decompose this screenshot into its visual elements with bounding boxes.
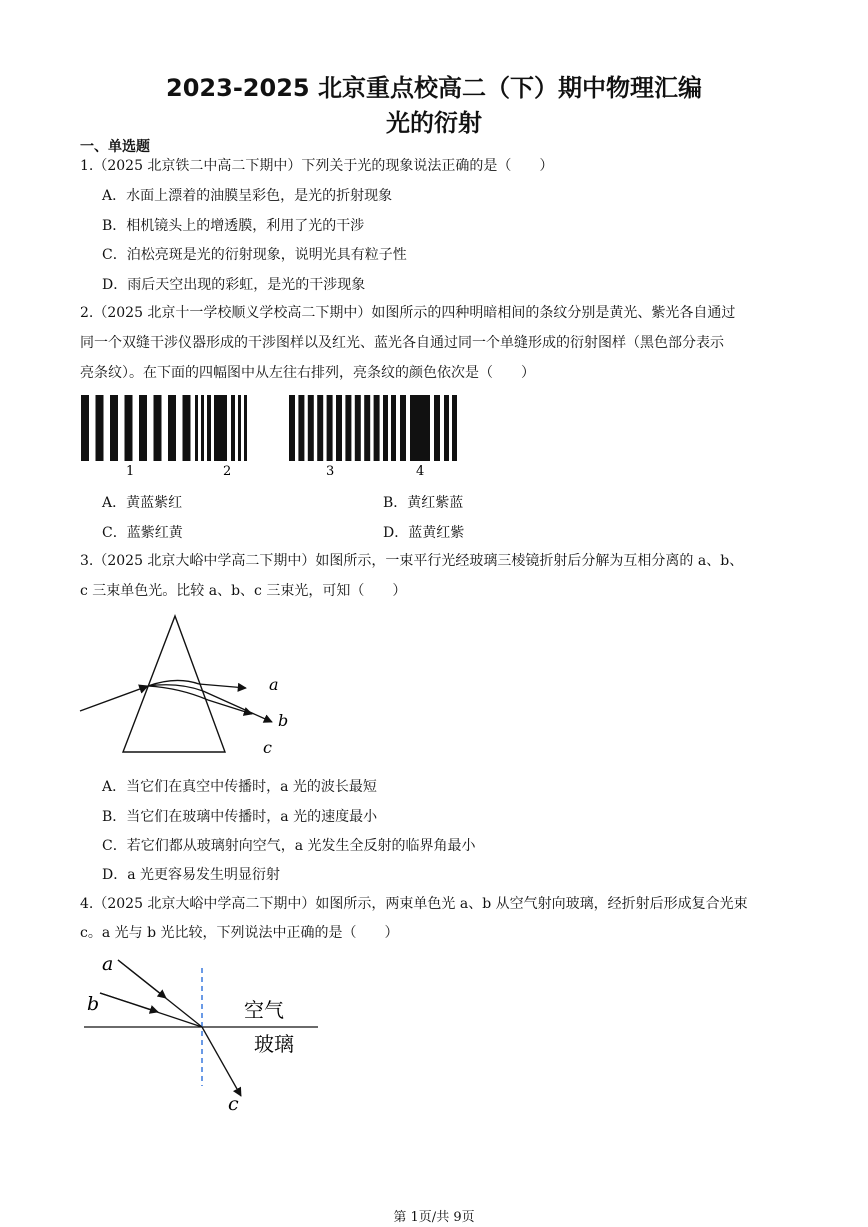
fringe-2-bar-3 bbox=[214, 395, 227, 461]
question-1-stem: 1.（2025 北京铁二中高二下期中）下列关于光的现象说法正确的是（ ） bbox=[80, 158, 554, 174]
fringe-3-bar-4 bbox=[327, 395, 333, 461]
ray-c bbox=[208, 700, 252, 714]
question-3-stem-line2: c 三束单色光。比较 a、b、c 三束光，可知（ ） bbox=[80, 583, 407, 599]
page-subtitle: 光的衍射 bbox=[386, 109, 482, 137]
prism-label-b: b bbox=[278, 711, 289, 730]
fringe-1-bar-1 bbox=[96, 395, 104, 461]
question-1-option-d: D．雨后天空出现的彩虹，是光的干涉现象 bbox=[102, 277, 366, 293]
refraction-label-a: a bbox=[102, 953, 114, 975]
question-3-option-b: B．当它们在玻璃中传播时，a 光的速度最小 bbox=[102, 809, 378, 825]
fringe-2-bar-1 bbox=[201, 395, 204, 461]
prism-figure bbox=[76, 608, 316, 764]
ray-b bbox=[203, 691, 272, 722]
fringe-2-bar-0 bbox=[195, 395, 198, 461]
fringe-3-bar-2 bbox=[308, 395, 314, 461]
refraction-label-b: b bbox=[87, 993, 100, 1015]
fringe-1-bar-4 bbox=[139, 395, 147, 461]
fringe-label-3: 3 bbox=[326, 464, 335, 479]
question-2-stem-line1: 2.（2025 北京十一学校顺义学校高二下期中）如图所示的四种明暗相间的条纹分别是黄光、紫光各自通过 bbox=[80, 305, 736, 321]
fringe-4-bar-0 bbox=[383, 395, 388, 461]
question-1-option-a: A．水面上漂着的油膜呈彩色，是光的折射现象 bbox=[102, 188, 393, 204]
question-3-stem-line1: 3.（2025 北京大峪中学高二下期中）如图所示，一束平行光经玻璃三棱镜折射后分解为互相分离的 a、b、 bbox=[80, 553, 744, 569]
ray-c-line bbox=[202, 1027, 241, 1096]
fringe-3-bar-8 bbox=[364, 395, 370, 461]
fringe-4-bar-6 bbox=[452, 395, 457, 461]
fringe-4-bar-3 bbox=[410, 395, 430, 461]
fringe-1-bar-2 bbox=[110, 395, 118, 461]
ray-a bbox=[199, 684, 246, 688]
question-1-option-c: C．泊松亮斑是光的衍射现象，说明光具有粒子性 bbox=[102, 247, 407, 263]
fringe-4-bar-4 bbox=[434, 395, 440, 461]
fringe-1-bar-3 bbox=[125, 395, 133, 461]
incident-ray bbox=[80, 686, 148, 711]
air-label: 空气 bbox=[244, 998, 284, 1022]
fringe-3-bar-5 bbox=[336, 395, 342, 461]
refraction-label-c: c bbox=[228, 1093, 239, 1115]
fringe-3-bar-9 bbox=[374, 395, 380, 461]
question-1-option-b: B．相机镜头上的增透膜，利用了光的干涉 bbox=[102, 218, 365, 234]
question-4-stem-line1: 4.（2025 北京大峪中学高二下期中）如图所示，两束单色光 a、b 从空气射向玻璃，经折射后形成复合光束 bbox=[80, 896, 748, 912]
fringe-1-bar-5 bbox=[154, 395, 162, 461]
fringe-label-1: 1 bbox=[126, 464, 135, 479]
fringe-1-bar-6 bbox=[168, 395, 176, 461]
question-2-option-a: A．黄蓝紫红 bbox=[102, 495, 183, 511]
fringe-patterns-figure bbox=[78, 393, 458, 479]
question-2-option-b: B．黄红紫蓝 bbox=[383, 495, 464, 511]
fringe-1-bar-7 bbox=[183, 395, 191, 461]
fringe-2-bar-2 bbox=[207, 395, 211, 461]
fringe-4-bar-1 bbox=[391, 395, 396, 461]
fringe-2-bar-6 bbox=[244, 395, 247, 461]
question-3-option-d: D．a 光更容易发生明显衍射 bbox=[102, 867, 281, 883]
fringe-3-bar-3 bbox=[317, 395, 323, 461]
prism-label-c: c bbox=[263, 738, 272, 757]
glass-label: 玻璃 bbox=[254, 1032, 294, 1056]
refraction-figure bbox=[78, 950, 328, 1120]
question-2-stem-line3: 亮条纹）。在下面的四幅图中从左往右排列，亮条纹的颜色依次是（ ） bbox=[80, 365, 535, 381]
question-2-stem-line2: 同一个双缝干涉仪器形成的干涉图样以及红光、蓝光各自通过同一个单缝形成的衍射图样（黑色部分表示 bbox=[80, 335, 724, 351]
fringe-4-bar-2 bbox=[400, 395, 406, 461]
fringe-bars bbox=[81, 395, 457, 461]
prism-triangle bbox=[123, 616, 225, 752]
section-heading: 一、单选题 bbox=[80, 139, 150, 155]
question-2-option-c: C．蓝紫红黄 bbox=[102, 525, 183, 541]
fringe-3-bar-6 bbox=[345, 395, 351, 461]
fringe-3-bar-1 bbox=[298, 395, 304, 461]
fringe-2-bar-4 bbox=[231, 395, 235, 461]
question-4-stem-line2: c。a 光与 b 光比较，下列说法中正确的是（ ） bbox=[80, 925, 399, 941]
question-2-option-d: D．蓝黄红紫 bbox=[383, 525, 465, 541]
fringe-3-bar-0 bbox=[289, 395, 295, 461]
question-3-option-a: A．当它们在真空中传播时，a 光的波长最短 bbox=[102, 779, 377, 795]
question-3-option-c: C．若它们都从玻璃射向空气，a 光发生全反射的临界角最小 bbox=[102, 838, 476, 854]
fringe-label-2: 2 bbox=[223, 464, 232, 479]
fringe-3-bar-7 bbox=[355, 395, 361, 461]
fringe-4-bar-5 bbox=[444, 395, 449, 461]
page-footer: 第 1页/共 9页 bbox=[393, 1210, 475, 1225]
prism-label-a: a bbox=[269, 675, 279, 694]
fringe-label-4: 4 bbox=[416, 464, 425, 479]
page-title: 2023-2025 北京重点校高二（下）期中物理汇编 bbox=[166, 74, 702, 102]
fringe-1-bar-0 bbox=[81, 395, 89, 461]
fringe-2-bar-5 bbox=[238, 395, 241, 461]
